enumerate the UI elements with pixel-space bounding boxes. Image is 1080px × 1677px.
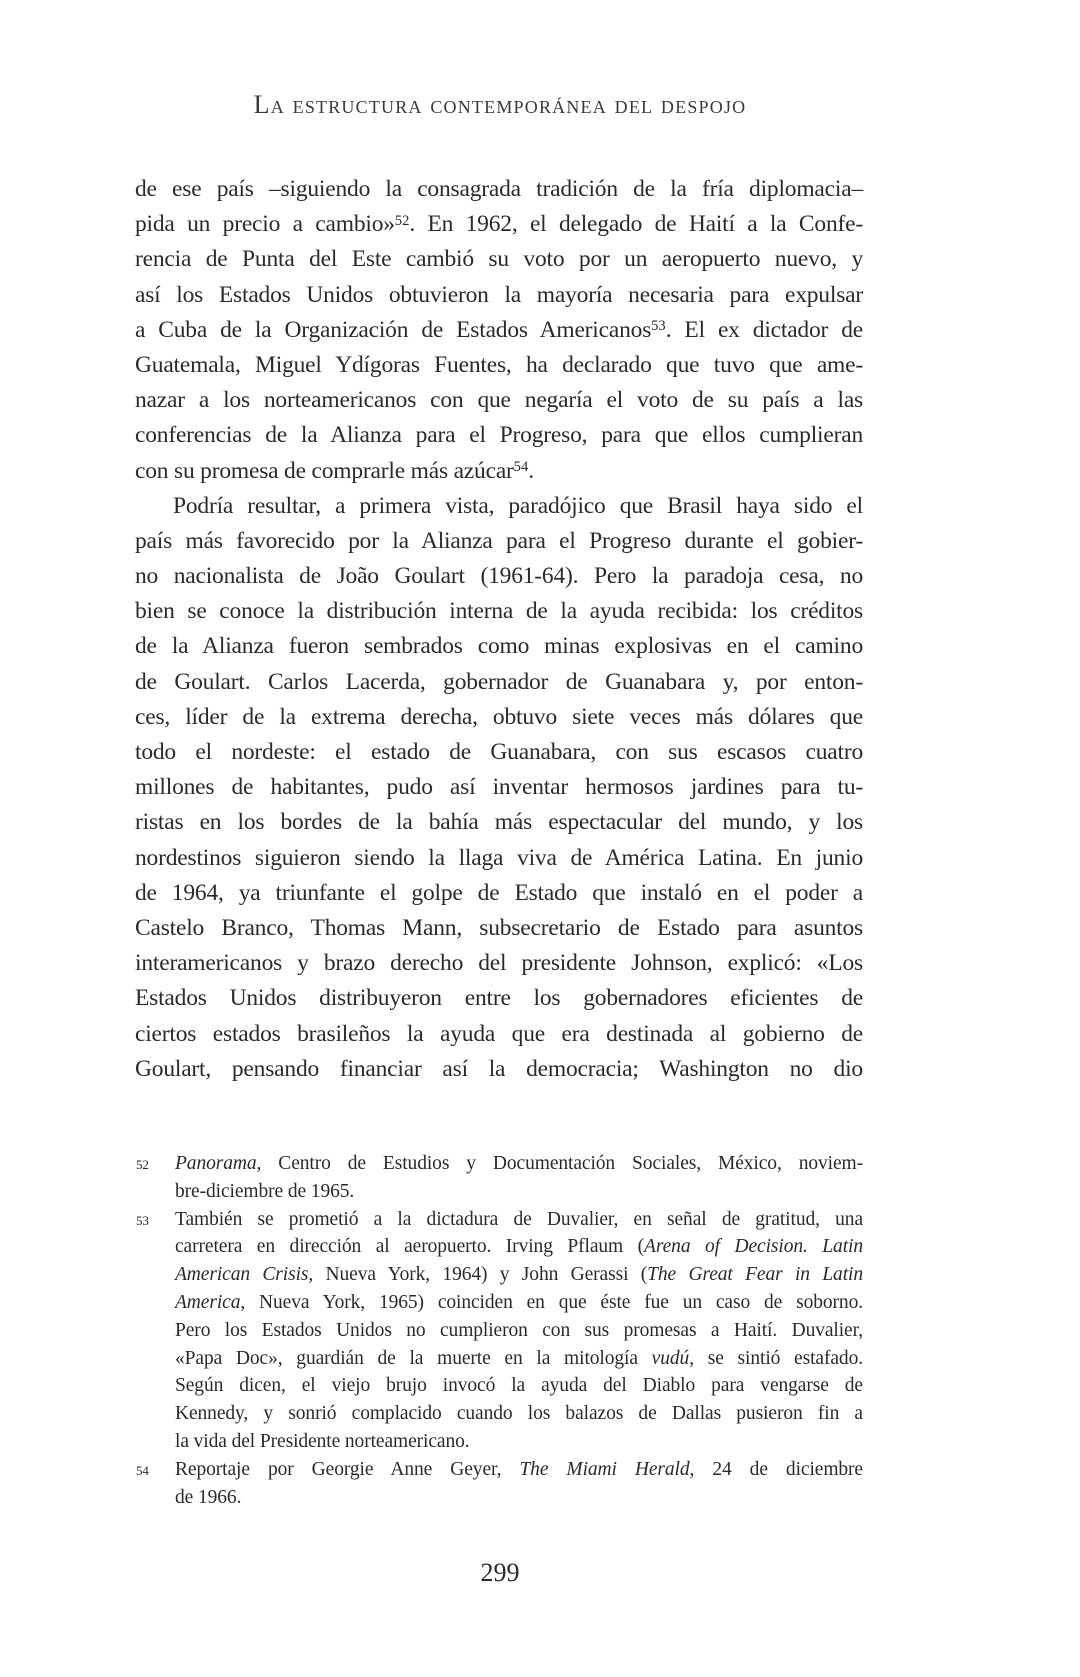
- footnote-line: America, Nueva York, 1965) coinciden en que éste fue un caso de soborno.: [175, 1291, 863, 1313]
- body-line: a Cuba de la Organización de Estados Americanos$^{53}$. El ex dictador de: [135, 316, 863, 343]
- body-line: Guatemala, Miguel Ydígoras Fuentes, ha declarado que tuvo que ame-: [135, 351, 863, 378]
- body-line: país más favorecido por la Alianza para el Progreso durante el gobier-: [135, 527, 863, 554]
- footnote-line: Pero los Estados Unidos no cumplieron con sus promesas a Haití. Duvalier,: [175, 1319, 863, 1341]
- footnote: [135, 1206, 863, 1456]
- body-line: Castelo Branco, Thomas Mann, subsecretario de Estado para asuntos: [135, 914, 863, 941]
- body-line: de la Alianza fueron sembrados como minas explosivas en el camino: [135, 633, 863, 660]
- body-line: millones de habitantes, pudo así inventar hermosos jardines para tu-: [135, 774, 863, 801]
- footnote-line: la vida del Presidente norteamericano.: [175, 1430, 470, 1452]
- footnote-line: Kennedy, y sonrió complacido cuando los balazos de Dallas pusieron fin a: [175, 1403, 863, 1425]
- footnote-line: carretera en dirección al aeropuerto. Irving Pflaum (Arena of Decision. Latin: [175, 1236, 863, 1258]
- body-line: pida un precio a cambio»$^{52}$. En 1962, el delegado de Haití a la Confe-: [135, 211, 863, 238]
- page-number: 299: [480, 1558, 520, 1587]
- footnote-line: Panorama, Centro de Estudios y Documentación Sociales, México, noviem-: [175, 1153, 863, 1174]
- footnote-line: Según dicen, el viejo brujo invocó la ayuda del Diablo para vengarse de: [175, 1375, 863, 1397]
- footnote-line: «Papa Doc», guardián de la muerte en la mitología vudú, se sintió estafado.: [175, 1347, 864, 1369]
- body-line: ristas en los bordes de la bahía más espectacular del mundo, y los: [135, 809, 863, 836]
- body-line: bien se conoce la distribución interna de la ayuda recibida: los créditos: [135, 598, 863, 625]
- body-line: de 1964, ya triunfante el golpe de Estado que instaló en el poder a: [135, 879, 863, 906]
- footnote: [135, 1150, 863, 1206]
- footnote-number: 52: [136, 1157, 149, 1172]
- body-line: no nacionalista de João Goulart (1961-64). Pero la paradoja cesa, no: [135, 563, 863, 590]
- footnote: [135, 1456, 863, 1512]
- body-line: ciertos estados brasileños la ayuda que era destinada al gobierno de: [135, 1020, 863, 1047]
- footnote-line: bre-diciembre de 1965.: [175, 1180, 355, 1202]
- footnote-number: 54: [136, 1462, 149, 1478]
- body-line: con su promesa de comprarle más azúcar$^{54}$.: [135, 457, 534, 484]
- footnote-line: También se prometió a la dictadura de Duvalier, en señal de gratitud, una: [175, 1208, 863, 1230]
- footnotes: [135, 1150, 863, 1511]
- body-line: de ese país –siguiendo la consagrada tradición de la fría diplomacia–: [135, 176, 863, 202]
- running-header: La estructura contemporánea del despojo: [253, 90, 747, 119]
- body-line: así los Estados Unidos obtuvieron la mayoría necesaria para expulsar: [135, 281, 863, 308]
- body-line: de Goulart. Carlos Lacerda, gobernador de Guanabara y, por enton-: [135, 668, 863, 695]
- body-line: conferencias de la Alianza para el Progreso, para que ellos cumplieran: [135, 422, 863, 449]
- body-line: ces, líder de la extrema derecha, obtuvo siete veces más dólares que: [135, 703, 863, 730]
- body-line: Podría resultar, a primera vista, paradójico que Brasil haya sido el: [173, 492, 863, 519]
- body-line: rencia de Punta del Este cambió su voto por un aeropuerto nuevo, y: [135, 246, 863, 273]
- footnote-line: Reportaje por Georgie Anne Geyer, The Miami Herald, 24 de diciembre: [175, 1458, 863, 1480]
- footnote-number: 53: [136, 1212, 149, 1228]
- body-line: Goulart, pensando financiar así la democracia; Washington no dio: [135, 1055, 863, 1082]
- body-line: interamericanos y brazo derecho del presidente Johnson, explicó: «Los: [135, 950, 863, 977]
- body-line: todo el nordeste: el estado de Guanabara, con sus escasos cuatro: [135, 739, 863, 765]
- body-line: nazar a los norteamericanos con que negaría el voto de su país a las: [135, 387, 863, 414]
- body-text: [135, 172, 863, 1087]
- footnote-line: American Crisis, Nueva York, 1964) y John Gerassi (The Great Fear in Latin: [175, 1264, 863, 1286]
- body-line: nordestinos siguieron siendo la llaga viva de América Latina. En junio: [135, 844, 863, 871]
- body-line: Estados Unidos distribuyeron entre los gobernadores eficientes de: [135, 985, 863, 1012]
- footnote-line: de 1966.: [175, 1486, 242, 1508]
